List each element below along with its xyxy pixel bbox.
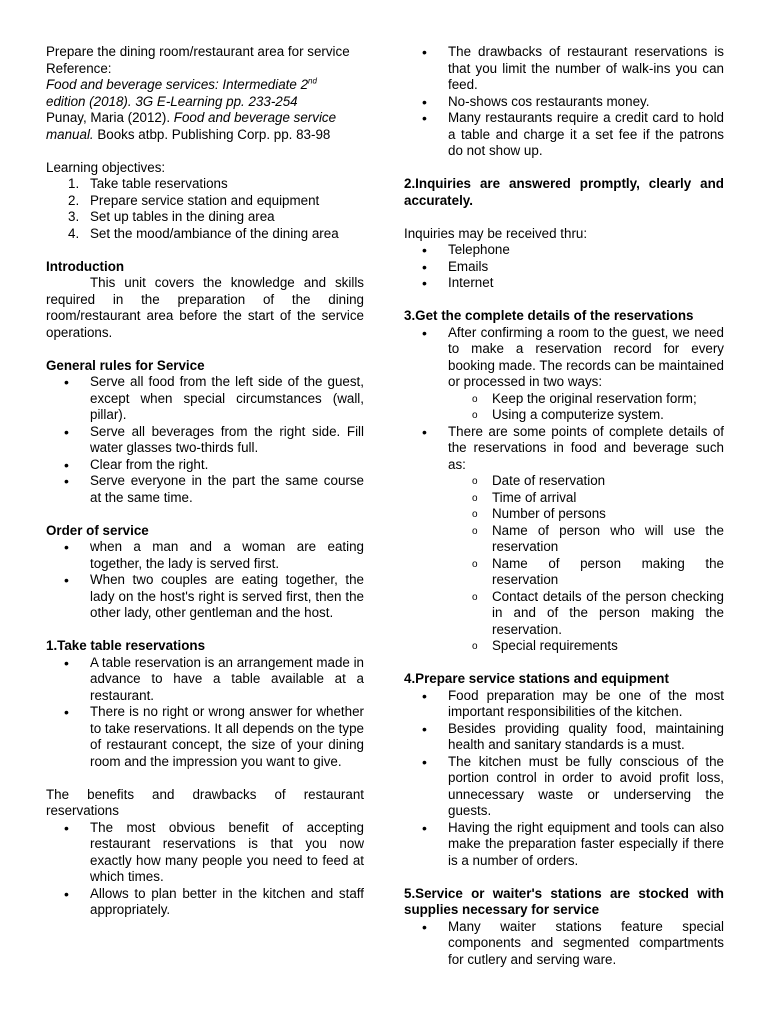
inquiries-intro: Inquiries may be received thru:: [404, 225, 588, 241]
list-item: • Having the right equipment and tools can also make the preparation faster especially if there is a number of orders.: [422, 819, 724, 868]
sublist-item: o Keep the original reservation form;: [472, 390, 697, 406]
list-item: • A table reservation is an arrangement made in advance to have a table available at a restaurant.: [64, 654, 364, 703]
list-item: • After confirming a room to the guest, we need to make a reservation record for every booking made. The records can be maintained or processed in two ways: o Keep the original reservation form; o Using a computerize system.: [422, 324, 724, 422]
order-of-service-heading: Order of service: [46, 522, 149, 538]
list-item: • Serve all beverages from the right side. Fill water glasses two-thirds full.: [64, 423, 364, 455]
list-item: • The drawbacks of restaurant reservations is that you limit the number of walk-ins you can feed.: [422, 44, 724, 92]
right-column: [404, 44, 724, 968]
list-item: • The most obvious benefit of accepting restaurant reservations is that you now exactly how many people you need to feed at which times.: [64, 819, 364, 884]
list-item: • Many waiter stations feature special components and segmented compartments for cutlery and serving ware.: [422, 918, 724, 967]
list-item: • The kitchen must be fully conscious of the portion control in order to avoid profit loss, unnecessary waste or underserving the guests.: [422, 753, 724, 818]
order-of-service-list: [46, 539, 364, 622]
list-item: • Food preparation may be one of the most important responsibilities of the kitchen.: [422, 687, 724, 719]
objectives-list: [46, 176, 364, 242]
details-heading: 3.Get the complete details of the reservations: [404, 308, 694, 323]
list-item: • When two couples are eating together, the lady on the host's right is served first, then the other lady, other gentleman and the host.: [64, 572, 364, 620]
sublist-item: o Using a computerize system.: [472, 407, 664, 422]
introduction-heading: Introduction: [46, 258, 125, 274]
prepare-stations-heading: 4.Prepare service stations and equipment: [404, 671, 669, 686]
list-item: • Serve everyone in the part the same course at the same time.: [64, 473, 364, 505]
introduction-text: This unit covers the knowledge and skills required in the preparation of the dining room/restaurant area before the start of the service operations.: [46, 275, 364, 340]
list-item: • Internet: [422, 275, 494, 291]
reference-2: Punay, Maria (2012). Food and beverage service manual. Books atbp. Publishing Corp. pp. 83-98: [46, 110, 337, 142]
sublist-item: o Contact details of the person checking in and of the person making the reservation.: [472, 588, 724, 637]
document-title: Prepare the dining room/restaurant area for service: [46, 44, 350, 59]
list-item: 3. Set up tables in the dining area: [68, 209, 275, 224]
list-item: • Many restaurants require a credit card to hold a table and charge it a set fee if the patrons do not show up.: [422, 110, 724, 158]
list-item: • Serve all food from the left side of the guest, except when special circumstances (wall, pillar).: [64, 374, 364, 422]
reference-1: Food and beverage services: Intermediate 2nd: [46, 76, 317, 92]
sublist-item: o Name of person making the reservation: [472, 555, 724, 587]
reference-1-cont: edition (2018). 3G E-Learning pp. 233-254: [46, 93, 298, 109]
sublist-item: o Number of persons: [472, 506, 606, 521]
sublist-item: o Name of person who will use the reservation: [472, 522, 724, 554]
sublist: [448, 473, 724, 655]
sublist: [448, 391, 724, 424]
list-item: 2. Prepare service station and equipment: [68, 192, 320, 208]
sublist-item: o Date of reservation: [472, 473, 606, 488]
drawbacks-list: [404, 44, 724, 160]
waiter-stations-list: [404, 919, 724, 969]
list-item: • No-shows cos restaurants money.: [422, 93, 650, 110]
sublist-item: o Time of arrival: [472, 489, 577, 505]
general-rules-list: [46, 374, 364, 506]
general-rules-heading: General rules for Service: [46, 357, 205, 373]
list-item: • Allows to plan better in the kitchen and staff appropriately.: [64, 885, 364, 917]
left-column: [46, 44, 364, 919]
list-item: • Clear from the right.: [64, 456, 209, 473]
reference-label: Reference:: [46, 60, 112, 76]
inquiry-channels-list: [404, 242, 724, 292]
list-item: • Emails: [422, 258, 489, 275]
prepare-stations-list: [404, 688, 724, 870]
inquiries-heading: 2.Inquiries are answered promptly, clearly and accurately.: [404, 176, 724, 208]
waiter-stations-heading: 5.Service or waiter's stations are stocked with supplies necessary for service: [404, 885, 724, 917]
list-item: 4. Set the mood/ambiance of the dining area: [68, 225, 339, 241]
benefits-list: [46, 820, 364, 919]
benefits-intro: The benefits and drawbacks of restaurant reservations: [46, 786, 364, 818]
list-item: • when a man and a woman are eating together, the lady is served first.: [64, 539, 364, 571]
list-item: • Telephone: [422, 242, 510, 258]
objectives-label: Learning objectives:: [46, 159, 166, 175]
list-item: 1. Take table reservations: [68, 176, 228, 191]
list-item: • There are some points of complete details of the reservations in food and beverage such as: o Date of reservation o Time of arrival o Number of persons o Name of person who will use the reservation o Name of person making the reservation o Contact details of the person checking in and of the person making the reservation. o Special requirements: [422, 423, 724, 653]
sublist-item: o Special requirements: [472, 638, 618, 653]
list-item: • Besides providing quality food, maintaining health and sanitary standards is a must.: [422, 720, 724, 752]
list-item: • There is no right or wrong answer for whether to take reservations. It all depends on the type of restaurant concept, the size of your dining room and the impression you want to give.: [64, 704, 364, 769]
take-reservations-list: [46, 655, 364, 771]
details-list: [404, 325, 724, 655]
take-reservations-heading: 1.Take table reservations: [46, 638, 206, 653]
